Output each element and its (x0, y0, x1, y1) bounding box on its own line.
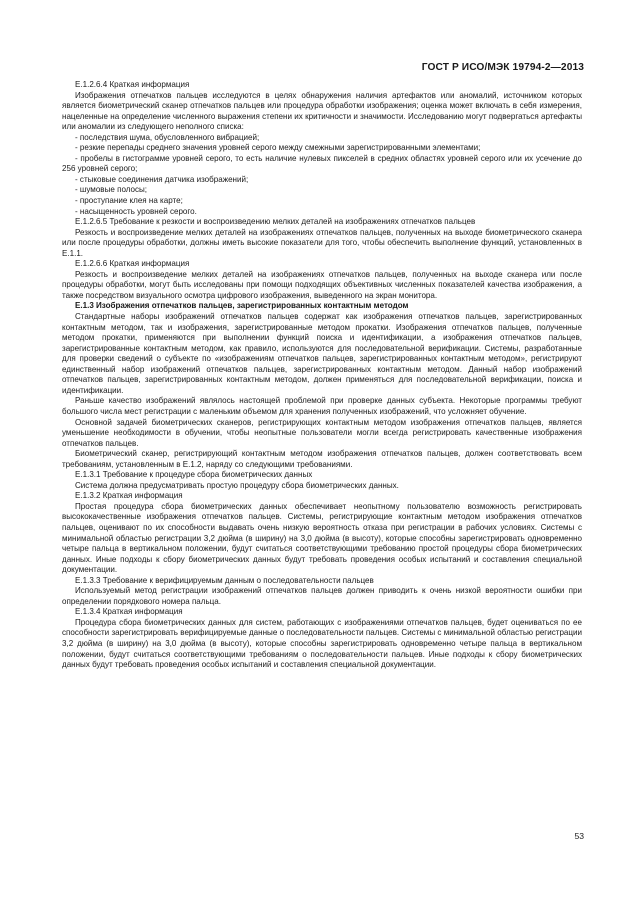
paragraph: Стандартные наборы изображений отпечатков пальцев содержат как изображения отпечатков пальцев, зарегистрированных контактным методом, так и изображения, зарегистрированные методом прокатки. Изображения отпечатков пальцев, полученные методом прокатки, применяются при выполнении функций поиска и идентификации, а изображения отпечатков пальцев, зарегистрированные контактным методом, как правило, используются для последовательной верификации. Системы, разработанные для проверки сведений о субъекте по «изображениям отпечатков пальцев, зарегистрированных контактным методом», регистрируют единственный набор изображений отпечатков пальцев, зарегистрированных контактным методом. Данный набор изображений отпечатков пальцев, зарегистрированных контактным методом, должен применяться для последовательной верификации, поиска и идентификации. (62, 312, 582, 395)
subsection-heading: Е.1.3.1 Требование к процедуре сбора биометрических данных (75, 470, 313, 480)
subsection-heading: Е.1.3.3 Требование к верифицируемым данным о последовательности пальцев (75, 575, 374, 585)
subsection-heading: Е.1.2.6.4 Краткая информация (75, 80, 190, 89)
subsection-heading: Е.1.3.2 Краткая информация (75, 491, 183, 501)
list-item: - проступание клея на карте; (75, 196, 183, 206)
page-number: 53 (574, 831, 584, 841)
list-item: - пробелы в гистограмме уровней серого, то есть наличие нулевых пикселей в средних областях уровней серого или их усечение до 256 уровней серого; (62, 153, 582, 174)
paragraph: Изображения отпечатков пальцев исследуются в целях обнаружения наличия артефактов или аномалий, источником которых является биометрический сканер отпечатков пальцев или процедура обработки изображения; оценка может включать в себя измерения, нацеленные на определение численного выражения степени их критичности и значимости. Исследованию могут подвергаться артефакты или аномалии из следующего неполного списка: (62, 90, 582, 132)
subsection-heading: Е.1.2.6.6 Краткая информация (75, 259, 190, 269)
paragraph: Используемый метод регистрации изображений отпечатков пальцев должен приводить к очень низкой вероятности ошибки при определении порядкового номера пальца. (62, 586, 582, 606)
list-item: - стыковые соединения датчика изображений; (75, 174, 249, 184)
paragraph: Основной задачей биометрических сканеров, регистрирующих контактным методом изображения отпечатков пальцев, является уменьшение необходимости в обучении, чтобы неопытные пользователи могли всегда регистрировать качественные изображения отпечатков пальцев. (62, 417, 582, 448)
paragraph: Резкость и воспроизведение мелких деталей на изображениях отпечатков пальцев, полученных на выходе биометрического сканера или после процедуры обработки, должны иметь высокие показатели для того, чтобы обеспечить выполнение функций, установленных в Е.1.1. (62, 227, 582, 258)
paragraph: Биометрический сканер, регистрирующий контактным методом изображения отпечатков пальцев, должен соответствовать всем требованиям, установленным в Е.1.2, наряду со следующими требованиями. (62, 449, 582, 469)
list-item: - насыщенность уровней серого. (75, 206, 197, 216)
paragraph: Процедура сбора биометрических данных для систем, работающих с изображениями отпечатков пальцев, будет оцениваться по ее способности зарегистрировать верифицируемые данные о последовательности пальцев. Системы с минимальной областью регистрации 3,2 дюйма (в ширину) на 3,0 дюйма (в высоту), которые способны зарегистрировать одновременно четыре пальца в вертикальном положении, будут считаться соответствующими требованиям о последовательности пальцев. Иные подходы к сбору биометрических данных будут требовать проведения особых испытаний и составления специальной документации. (62, 617, 582, 670)
list-item: - последствия шума, обусловленного вибрацией; (75, 132, 260, 142)
subsection-heading: Е.1.3.4 Краткая информация (75, 607, 183, 617)
paragraph: Простая процедура сбора биометрических данных обеспечивает неопытному пользователю возможность регистрировать высококачественные изображения отпечатков пальцев. Системы, регистрирующие контактным методом изображения отпечатков пальцев, оценивают по их способности выдавать очень низкую вероятность отказа при регистрации в рабочих условиях. Системы с минимальной областью регистрации 3,2 дюйма (в ширину) на 3,0 дюйма (в высоту), которые способны зарегистрировать одновременно четыре пальца в вертикальном положении, будут считаться соответствующими требованию простой процедуры сбора биометрических данных. Иные подходы к сбору биометрических данных будут требовать проведения особых испытаний и составления специальной документации. (62, 501, 582, 575)
list-item: - резкие перепады среднего значения уровней серого между смежными зарегистрированными элементами; (75, 143, 481, 153)
list-item: - шумовые полосы; (75, 185, 148, 195)
paragraph: Резкость и воспроизведение мелких деталей на изображениях отпечатков пальцев, полученных на выходе сканера или после процедуры обработки, могут быть исследованы при помощи подходящих объективных численных показателей качества изображения, а также посредством визуального осмотра цифрового изображения, выведенного на экран монитора. (62, 269, 582, 300)
document-header: ГОСТ Р ИСО/МЭК 19794-2—2013 (421, 62, 584, 73)
section-heading: Е.1.3 Изображения отпечатков пальцев, зарегистрированных контактным методом (75, 301, 409, 311)
paragraph: Система должна предусматривать простую процедуру сбора биометрических данных. (75, 480, 399, 490)
paragraph: Раньше качество изображений являлось настоящей проблемой при проверке данных субъекта. Некоторые программы требуют большого числа мест регистрации с маленьким объемом для хранения полученных изображений, что усложняет обучение. (62, 396, 582, 416)
subsection-heading: Е.1.2.6.5 Требование к резкости и воспроизведению мелких деталей на изображениях отпечатков пальцев (75, 217, 476, 227)
page-body (62, 80, 582, 671)
